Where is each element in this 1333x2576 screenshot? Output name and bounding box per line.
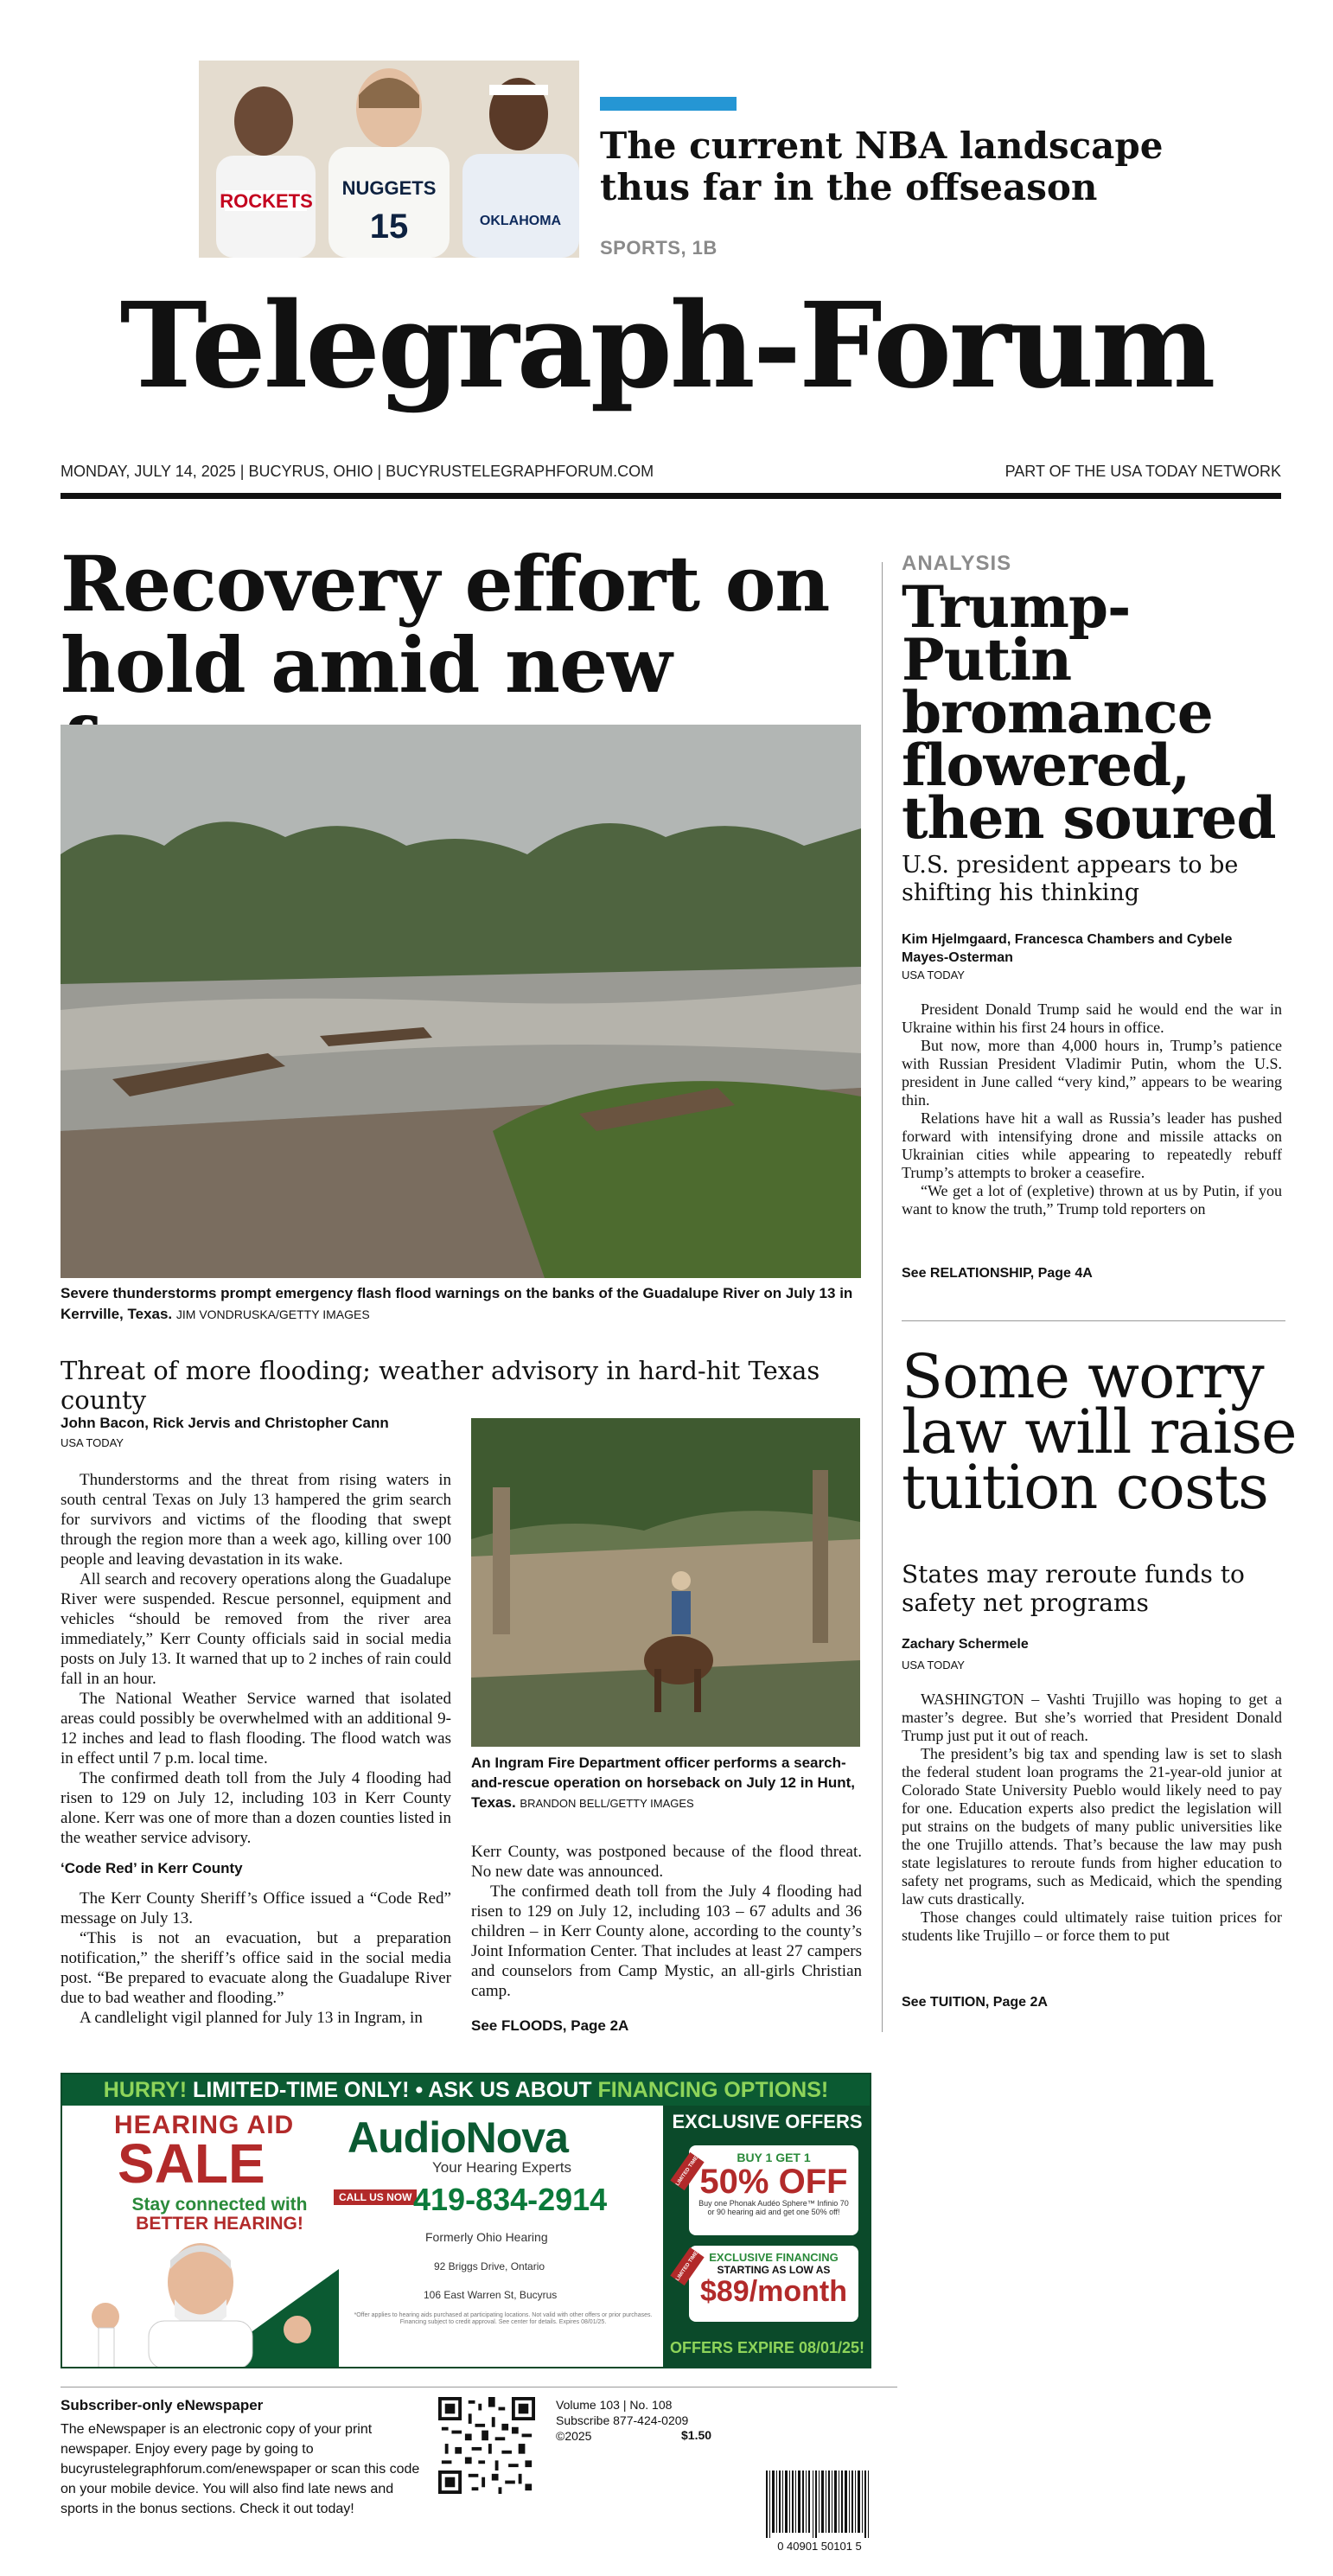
side-story-1-byline: Kim Hjelmgaard, Francesca Chambers and Cybele Mayes-Osterman (902, 932, 1233, 965)
main-subhead: Threat of more flooding; weather advisory in hard-hit Texas county (61, 1356, 820, 1415)
paragraph: “This is not an evacuation, but a preparation notification,” the sheriff’s office said in the social media post. “Be prepared to evacuate along the Guadalupe River due to bad weather and flooding.” (61, 1929, 451, 2007)
network-label: PART OF THE USA TODAY NETWORK (1005, 463, 1281, 480)
teaser-section-ref: SPORTS, 1B (600, 237, 718, 259)
paragraph: “We get a lot of (expletive) thrown at us by Putin, if you want to know the truth,” Trump told reporters on (902, 1182, 1282, 1218)
ad-fine-print: *Offer applies to hearing aids purchased at participating locations. Not valid with other offers or prior purchases. Financing subject to credit approval. See center for details. Expires 08/01/25. (354, 2312, 653, 2325)
ad-offer-2-line-2: STARTING AS LOW AS (717, 2264, 831, 2276)
side-story-2-jump-link[interactable]: See TUITION, Page 2A (902, 1995, 1048, 2010)
side-story-1-subhead: U.S. president appears to be shifting his thinking (902, 852, 1239, 906)
paragraph: All search and recovery operations along the Guadalupe River were suspended. Rescue personnel, equipment and vehicles “should be removed from the river area immediately,” Kerr County officials said in social media posts on July 13. It warned that up to 2 inches of rain could fall in an hour. (61, 1570, 451, 1688)
price: $1.50 (681, 2428, 712, 2442)
inset-photo-caption (471, 1753, 860, 1813)
ad-banner-financing: FINANCING OPTIONS! (597, 2078, 829, 2102)
teaser-photo[interactable] (199, 61, 579, 258)
side-story-1-body (902, 1000, 1282, 1218)
main-body-column-2 (471, 1842, 862, 2001)
ad-offers-title: EXCLUSIVE OFFERS (672, 2111, 863, 2132)
paragraph: A candlelight vigil planned for July 13 in Ingram, in (80, 2009, 423, 2027)
ad-offer-1-line-3: Buy one Phonak Audéo Sphere™ Infinio 70 or 90 hearing aid and get one 50% off! (698, 2199, 849, 2216)
paragraph: The Kerr County Sheriff’s Office issued a “Code Red” message on July 13. (61, 1889, 451, 1927)
masthead-divider (61, 493, 1281, 499)
paragraph: The confirmed death toll from the July 4 flooding had risen to 129 on July 12, including 103 in Kerr County alone. Kerr was one of more than a dozen counties listed in the weather service advisory. (61, 1769, 451, 1847)
ad-sale-line-2: SALE (118, 2132, 265, 2195)
teaser-accent-bar (600, 97, 737, 111)
ad-offer-2-line-1: EXCLUSIVE FINANCING (709, 2251, 839, 2264)
ad-phone-number[interactable]: 419-834-2914 (413, 2182, 608, 2217)
enewspaper-text: The eNewspaper is an electronic copy of your print newspaper. Enjoy every page by going to bucyrustelegraphforum.com/enewspaper or scan this code on your mobile device. You will also find late news and sports in the bonus sections. Check it out today! (61, 2422, 420, 2516)
side-story-2-subhead: States may reroute funds to safety net programs (902, 1560, 1245, 1617)
main-jump-link[interactable]: See FLOODS, Page 2A (471, 2017, 629, 2034)
hearing-aid-ad[interactable] (61, 2073, 871, 2368)
barcode-number: 0 40901 50101 5 (777, 2540, 862, 2553)
ad-offer-tag: LIMITED TIME (670, 2152, 704, 2190)
inset-photo[interactable] (471, 1418, 860, 1747)
caption-text: Severe thunderstorms prompt emergency flash flood warnings on the banks of the Guadalupe River on July 13 in Kerrville, Texas. (61, 1285, 853, 1322)
ad-banner (62, 2074, 870, 2106)
main-byline-org: USA TODAY (61, 1436, 124, 1449)
analysis-label: ANALYSIS (902, 552, 1012, 575)
ad-offer-card-2[interactable] (675, 2246, 858, 2322)
side-column-divider (902, 1320, 1285, 1321)
ad-brand-logo: AudioNova (348, 2113, 568, 2162)
side-story-1-org: USA TODAY (902, 968, 965, 981)
jersey-nuggets-text: NUGGETS (341, 177, 437, 199)
ad-expiry: OFFERS EXPIRE 08/01/25! (669, 2339, 865, 2356)
main-photo[interactable] (61, 725, 861, 1278)
ad-address-2: 106 East Warren St, Bucyrus (424, 2289, 558, 2301)
ad-sale-line-3: Stay connected with (131, 2195, 308, 2215)
jersey-oklahoma-text: OKLAHOMA (479, 214, 562, 228)
ad-banner-middle: LIMITED-TIME ONLY! • ASK US ABOUT (193, 2078, 592, 2102)
barcode-icon (759, 2469, 880, 2555)
ad-sale-line-4: BETTER HEARING! (136, 2214, 303, 2234)
paragraph: Thunderstorms and the threat from rising waters in south central Texas on July 13 hampered the grim search for survivors and victims of the flooding that swept through the region more than a week ago, killing over 100 people and leaving devastation in its wake. (61, 1471, 451, 1569)
main-byline: John Bacon, Rick Jervis and Christopher Cann (61, 1415, 389, 1431)
side-story-2-org: USA TODAY (902, 1659, 965, 1672)
teaser-headline[interactable]: The current NBA landscape thus far in the offseason (600, 125, 1164, 208)
subscribe-phone: Subscribe 877-424-0209 (556, 2413, 689, 2427)
main-body-column-1 (61, 1470, 451, 2028)
ad-sale-tagline (107, 2196, 332, 2234)
volume-number: Volume 103 | No. 108 (556, 2398, 673, 2412)
ad-address-1: 92 Briggs Drive, Ontario (434, 2260, 545, 2272)
paragraph: Relations have hit a wall as Russia’s leader has pushed forward with intensifying drone and missile attacks on Ukrainian cities while appearing to repeatedly rebuff Trump’s attempts to broker a ceasefire. (902, 1109, 1282, 1181)
side-story-1-headline[interactable]: Trump-Putin bromance flowered, then soured (902, 573, 1276, 852)
paragraph: WASHINGTON – Vashti Trujillo was hoping to get a master’s degree. But she’s worried that President Donald Trump just put it out of reach. (902, 1691, 1282, 1744)
paragraph: The confirmed death toll from the July 4 flooding had risen to 129 on July 12, including 103 – 67 adults and 36 children – in Kerr County alone, according to the county’s Joint Information Center. That includes at least 27 campers and counselors from Camp Mystic, an all-girls Christian camp. (471, 1882, 862, 2000)
photo-credit: BRANDON BELL/GETTY IMAGES (520, 1797, 694, 1810)
horseback-rescue-illustration (471, 1418, 860, 1747)
copyright: ©2025 (556, 2429, 592, 2443)
main-headline[interactable]: Recovery effort on hold amid new (61, 539, 830, 710)
ad-offer-1-line-2: 50% OFF (699, 2163, 848, 2201)
photo-credit: JIM VONDRUSKA/GETTY IMAGES (175, 1307, 370, 1321)
ad-offer-card-1[interactable] (675, 2145, 858, 2235)
ad-offer-1-line-1: BUY 1 GET 1 (737, 2151, 811, 2164)
issue-info (556, 2397, 688, 2444)
side-story-2-headline[interactable]: Some worry law will raise tuition costs (902, 1341, 1297, 1523)
ad-offer-tag: LIMITED TIME (670, 2247, 704, 2285)
paragraph: The president’s big tax and spending law is set to slash the federal student loan programs the 21-year-old junior at Colorado State University Pueblo would likely need to pay for one. Education experts also predict the legislation will put strains on the budgets of many public universities like the one Trujillo attends. That’s because the law may push state legislatures to reroute funds from higher education to safety net programs, such as Medicaid, which the spending law cuts drastically. (902, 1745, 1282, 1908)
paragraph: But now, more than 4,000 hours in, Trump’s patience with Russian President Vladimir Putin, whom the U.S. president in June called “very kind,” appears to be wearing thin. (902, 1037, 1282, 1109)
enewspaper-heading: Subscriber-only eNewspaper (61, 2397, 264, 2413)
paragraph: President Donald Trump said he would end the war in Ukraine within his first 24 hours in office. (902, 1000, 1282, 1036)
ad-call-label: CALL US NOW (334, 2189, 417, 2205)
main-photo-caption (61, 1283, 861, 1325)
dateline: MONDAY, JULY 14, 2025 | BUCYRUS, OHIO | BUCYRUSTELEGRAPHFORUM.COM (61, 463, 654, 480)
ad-sale-line-1: HEARING AID (114, 2111, 295, 2139)
column-divider (882, 562, 883, 2032)
flood-river-illustration (61, 725, 861, 1278)
ad-banner-hurry: HURRY! (103, 2078, 188, 2102)
masthead-title: Telegraph-Forum (119, 277, 1214, 415)
qr-code-icon[interactable] (438, 2397, 535, 2494)
svg-text:15: 15 (369, 208, 409, 246)
ad-brand-tagline: Your Hearing Experts (432, 2159, 571, 2176)
paragraph: Those changes could ultimately raise tuition prices for students like Trujillo – or force them to put (902, 1908, 1282, 1944)
ad-offers-panel (663, 2106, 871, 2368)
ad-offer-2-line-3: $89/month (699, 2275, 848, 2308)
ad-formerly: Formerly Ohio Hearing (425, 2230, 548, 2244)
doctor-illustration (71, 2234, 339, 2368)
caption-text: An Ingram Fire Department officer performs a search-and-rescue operation on horseback on July 12 in Hunt, Texas. (471, 1755, 855, 1811)
side-story-2-body (902, 1691, 1282, 1945)
jersey-rockets-text: ROCKETS (220, 190, 313, 212)
subsection-heading: ‘Code Red’ in Kerr County (61, 1860, 243, 1876)
side-story-1-jump-link[interactable]: See RELATIONSHIP, Page 4A (902, 1266, 1093, 1281)
nba-players-illustration (199, 61, 579, 258)
paragraph: Kerr County, was postponed because of the flood threat. No new date was announced. (471, 1843, 862, 1881)
paragraph: The National Weather Service warned that isolated areas could possibly be overwhelmed with an additional 9-12 inches and lead to flash flooding. The flood watch was in effect until 7 p.m. local time. (61, 1690, 451, 1767)
side-story-2-byline: Zachary Schermele (902, 1637, 1029, 1652)
